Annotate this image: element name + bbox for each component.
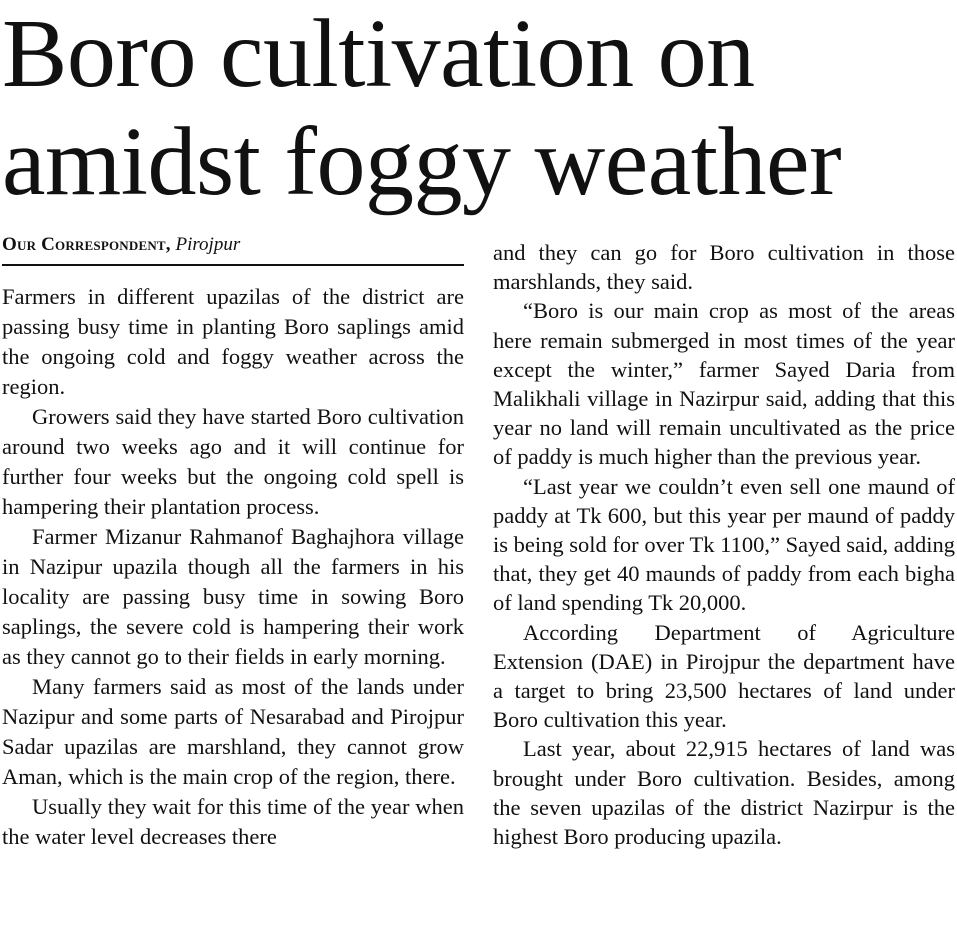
paragraph: and they can go for Boro cultivation in those marshlands, they said. [493,240,955,295]
byline-place: Pirojpur [175,234,241,255]
article-column-right [493,238,955,851]
article-column-left [2,282,464,852]
byline-name: Our Correspondent, [2,234,171,255]
paragraph: “Boro is our main crop as most of the areas here remain submerged in most times of the year except the winter,” farmer Sayed Daria from Malikhali village in Nazirpur said, adding that this year no land will remain uncultivated as the price of paddy is much higher than the previous year. [493,298,955,470]
paragraph: Farmer Mizanur Rahmanof Baghajhora village in Nazipur upazila though all the farmers in his locality are passing busy time in sowing Boro saplings, the severe cold is hampering their work as they cannot go to their fields in early morning. [2,524,464,669]
byline [2,233,464,257]
paragraph: Last year, about 22,915 hectares of land was brought under Boro cultivation. Besides, among the seven upazilas of the district Nazirpur is the highest Boro producing upazila. [493,736,955,850]
paragraph: Farmers in different upazilas of the district are passing busy time in planting Boro saplings amid the ongoing cold and foggy weather across the region. [2,284,464,399]
paragraph: Many farmers said as most of the lands under Nazipur and some parts of Nesarabad and Pirojpur Sadar upazilas are marshland, they cannot grow Aman, which is the main crop of the region, there. [2,674,464,789]
headline-line-1: Boro cultivation on [2,0,755,108]
paragraph: According Department of Agriculture Extension (DAE) in Pirojpur the department have a target to bring 23,500 hectares of land under Boro cultivation this year. [493,619,955,733]
headline [2,0,952,216]
byline-rule [2,264,464,266]
headline-line-2: amidst foggy weather [2,108,842,216]
paragraph: “Last year we couldn’t even sell one maund of paddy at Tk 600, but this year per maund of paddy is being sold for over Tk 1100,” Sayed said, adding that, they get 40 maunds of paddy from each bigha of land spending Tk 20,000. [493,473,955,616]
paragraph: Usually they wait for this time of the year when the water level decreases there [2,794,464,849]
paragraph: Growers said they have started Boro cultivation around two weeks ago and it will continue for further four weeks but the ongoing cold spell is hampering their plantation process. [2,404,464,519]
